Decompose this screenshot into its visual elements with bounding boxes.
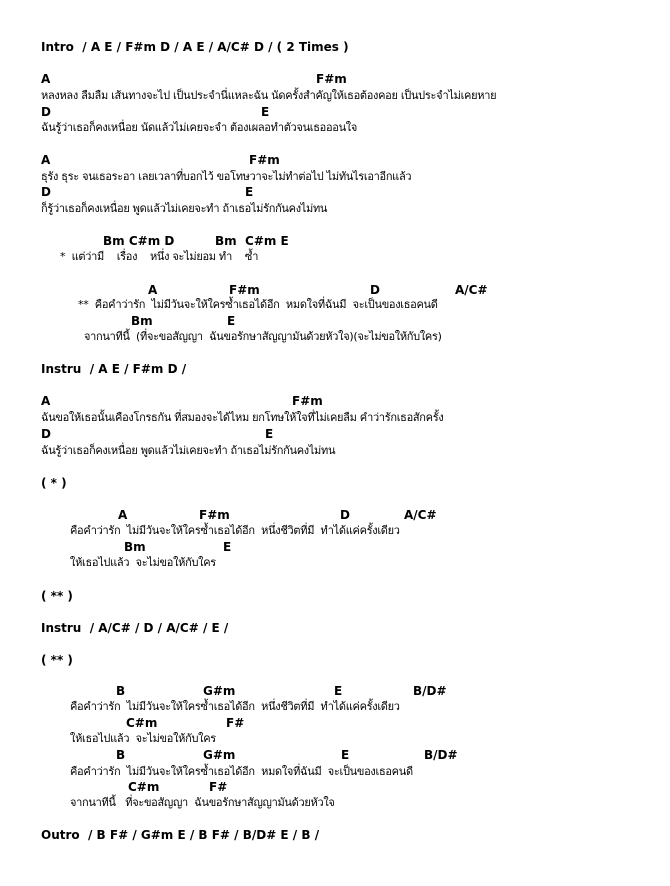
chord: E [223, 540, 232, 554]
instrumental-line: Instru / A E / F#m D / [41, 362, 187, 376]
chord: D [370, 283, 380, 297]
chord: A [148, 283, 158, 297]
lyric-line: ก็รู้ว่าเธอก็คงเหนื่อย พูดแล้วไม่เคยจะทำ ถ้าเธอไม่รักกันคงไม่ทน [41, 202, 328, 215]
chord: C#m [126, 716, 158, 730]
chord: B [116, 748, 126, 762]
chord: F# [226, 716, 245, 730]
chord: F#m [316, 72, 347, 86]
lyric-line: คือคำว่ารัก ไม่มีวันจะให้ใครซ้ำเธอได้อีก หนึ่งชีวิตที่มี ทำได้แค่ครั้งเดียว [70, 700, 400, 713]
outro-line: Outro / B F# / G#m E / B F# / B/D# E / B / [41, 828, 320, 842]
chord: A [41, 394, 51, 408]
lyric-line: ฉันรู้ว่าเธอก็คงเหนื่อย พูดแล้วไม่เคยจะทำ ถ้าเธอไม่รักกันคงไม่ทน [41, 444, 336, 457]
chord: G#m [203, 748, 236, 762]
chord: A [118, 508, 128, 522]
chord: Bm C#m D [103, 234, 175, 248]
chord: E [341, 748, 350, 762]
chord: Bm [124, 540, 146, 554]
chord: F#m [292, 394, 323, 408]
lyric-line: หลงหลง ลืมลืม เส้นทางจะไป เป็นประจำนี่แหละฉัน นัดครั้งสำคัญให้เธอต้องคอย เป็นประจำไม่เคยหาย [41, 89, 497, 102]
chord: B [116, 684, 126, 698]
chord: A [41, 153, 51, 167]
chord: E [265, 427, 274, 441]
lyric-line: ** คือคำว่ารัก ไม่มีวันจะให้ใครซ้ำเธอได้อีก หมดใจที่ฉันมี จะเป็นของเธอคนดี [78, 298, 438, 311]
chord: A [41, 72, 51, 86]
chord: B/D# [413, 684, 447, 698]
lyric-line: ให้เธอไปแล้ว จะไม่ขอให้กับใคร [70, 556, 216, 569]
chord: F#m [229, 283, 260, 297]
chord: D [41, 105, 51, 119]
chord: D [340, 508, 350, 522]
chord: G#m [203, 684, 236, 698]
repeat-marker: ( ** ) [41, 589, 73, 603]
chord: D [41, 427, 51, 441]
lyric-line: คือคำว่ารัก ไม่มีวันจะให้ใครซ้ำเธอได้อีก หมดใจที่ฉันมี จะเป็นของเธอคนดี [70, 765, 413, 778]
repeat-marker: ( * ) [41, 476, 67, 490]
chord: F#m [199, 508, 230, 522]
chord: E [334, 684, 343, 698]
chord: A/C# [455, 283, 488, 297]
instrumental-line: Instru / A/C# / D / A/C# / E / [41, 621, 229, 635]
chord: Bm C#m E [215, 234, 289, 248]
lyric-line: จากนาทีนี้ ที่จะขอสัญญา ฉันขอรักษาสัญญามันด้วยหัวใจ [70, 796, 335, 809]
lyric-line: * แต่ว่ามี เรื่อง หนึ่ง จะไม่ยอม ทำ ซ้ำ [60, 250, 259, 263]
chord: D [41, 185, 51, 199]
chord: A/C# [404, 508, 437, 522]
chord: Bm [131, 314, 153, 328]
repeat-marker: ( ** ) [41, 653, 73, 667]
chord: E [245, 185, 254, 199]
lyric-line: ฉันขอให้เธอนั้นเคืองโกรธกัน ที่สมองจะได้ไหม ยกโทษให้ใจที่ไม่เคยลืม คำว่ารักเธอสักครั้ง [41, 411, 444, 424]
chord: B/D# [424, 748, 458, 762]
chord: C#m [128, 780, 160, 794]
chord: E [261, 105, 270, 119]
lyric-line: ฉันรู้ว่าเธอก็คงเหนื่อย นัดแล้วไม่เคยจะจำ ต้องเผลอทำตัวจนเธอออนใจ [41, 121, 358, 134]
lyric-line: ให้เธอไปแล้ว จะไม่ขอให้กับใคร [70, 732, 216, 745]
chord: E [227, 314, 236, 328]
lyric-line: ธุรัง ธุระ จนเธอระอา เลยเวลาที่บอกไว้ ขอโทษวาจะไม่ทำต่อไป ไม่ทันไรเอาอีกแล้ว [41, 170, 412, 183]
chord: F# [209, 780, 228, 794]
intro-line: Intro / A E / F#m D / A E / A/C# D / ( 2 Times ) [41, 40, 349, 54]
lyric-line: จากนาทีนี้ (ที่จะขอสัญญา ฉันขอรักษาสัญญามันด้วยหัวใจ)(จะไม่ขอให้กับใคร) [84, 330, 442, 343]
lyric-line: คือคำว่ารัก ไม่มีวันจะให้ใครซ้ำเธอได้อีก หนึ่งชีวิตที่มี ทำได้แค่ครั้งเดียว [70, 524, 400, 537]
chord: F#m [249, 153, 280, 167]
